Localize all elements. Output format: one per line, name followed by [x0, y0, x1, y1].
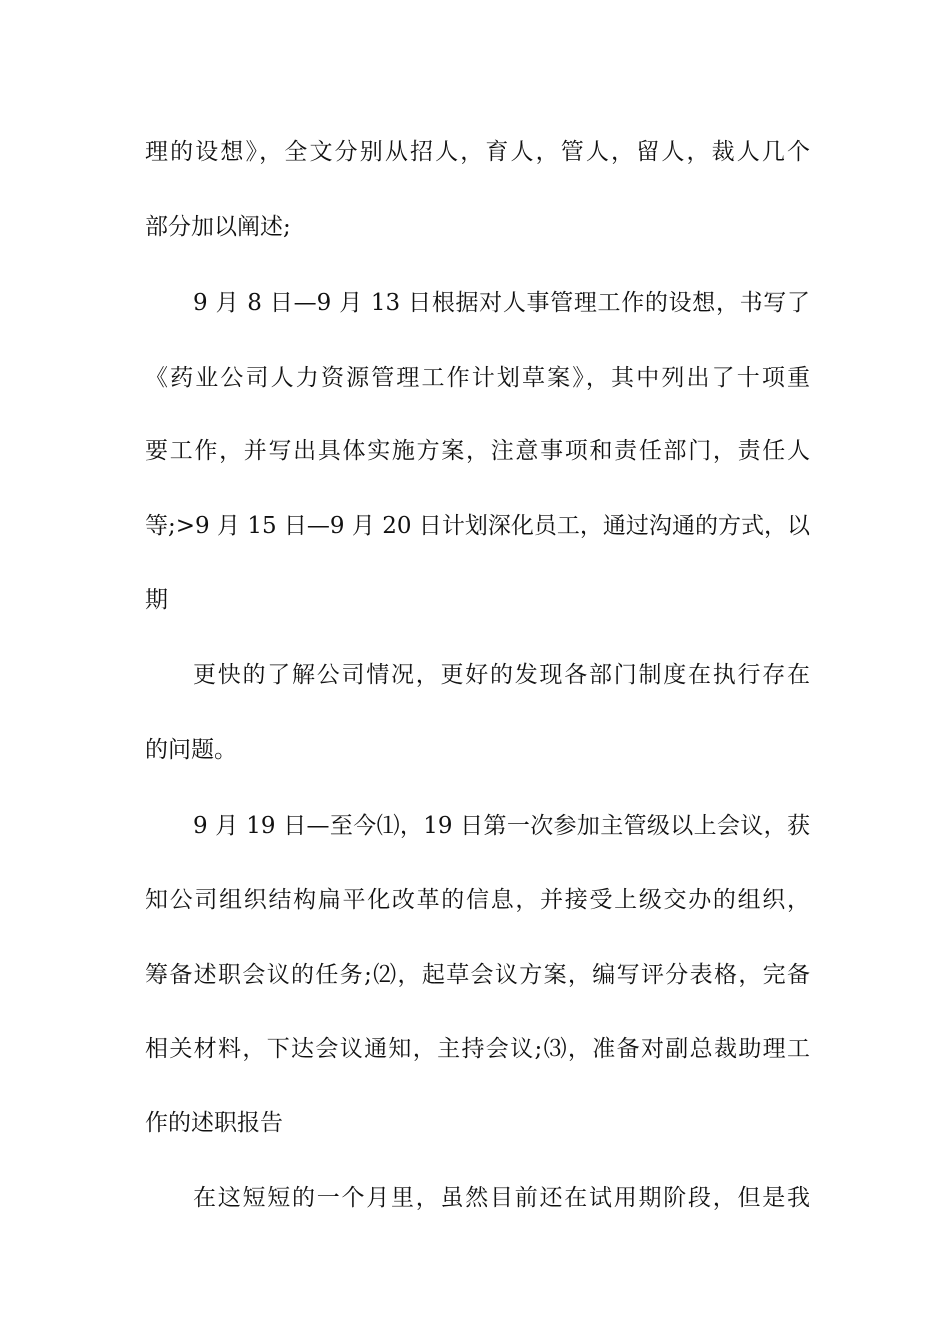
text-line-5: 要工作，并写出具体实施方案，注意事项和责任部门，责任人 — [145, 438, 810, 464]
text-line-10: 9 月 19 日—至今⑴，19 日第一次参加主管级以上会议，获 — [193, 813, 810, 839]
text-line-8: 更快的了解公司情况，更好的发现各部门制度在执行存在 — [193, 662, 810, 688]
text-line-1: 理的设想》，全文分别从招人，育人，管人，留人，裁人几个 — [145, 139, 810, 165]
text-line-2: 部分加以阐述; — [145, 214, 291, 240]
text-line-13: 相关材料，下达会议通知，主持会议;⑶，准备对副总裁助理工 — [145, 1036, 810, 1062]
text-line-3: 9 月 8 日—9 月 13 日根据对人事管理工作的设想，书写了 — [193, 290, 810, 316]
text-line-12: 筹备述职会议的任务;⑵，起草会议方案，编写评分表格，完备 — [145, 962, 810, 988]
text-line-11: 知公司组织结构扁平化改革的信息，并接受上级交办的组织， — [145, 887, 810, 913]
text-line-6: 等;>9 月 15 日—9 月 20 日计划深化员工，通过沟通的方式，以 — [145, 513, 810, 539]
text-line-9: 的问题。 — [145, 737, 237, 763]
text-line-4: 《药业公司人力资源管理工作计划草案》，其中列出了十项重 — [145, 365, 810, 391]
text-line-14: 作的述职报告 — [145, 1110, 283, 1136]
text-line-7: 期 — [145, 587, 168, 613]
text-line-15: 在这短短的一个月里，虽然目前还在试用期阶段，但是我 — [193, 1185, 810, 1211]
